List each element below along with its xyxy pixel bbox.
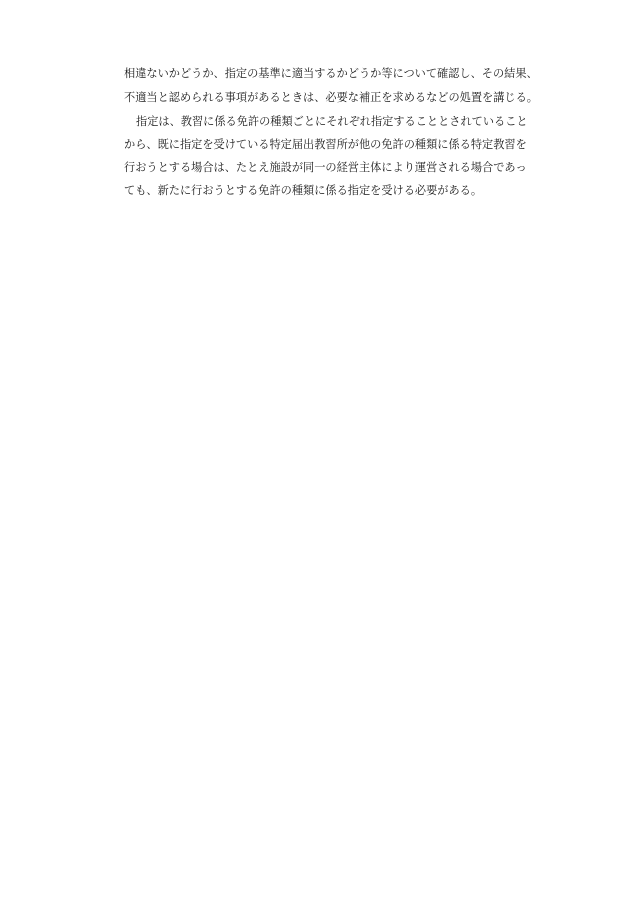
p1-line-2: 不適当と認められる事項があるときは、必要な補正を求めるなどの処置を講じる。	[124, 91, 538, 104]
p2-line-1: 指定は、教習に係る免許の種類ごとにそれぞれ指定することとされていること	[136, 115, 528, 128]
p2-line-2: から、既に指定を受けている特定届出教習所が他の免許の種類に係る特定教習を	[124, 138, 527, 151]
p2-line-4: ても、新たに行おうとする免許の種類に係る指定を受ける必要がある。	[124, 184, 483, 197]
p2-line-3: 行おうとする場合は、たとえ施設が同一の経営主体により運営される場合であっ	[124, 161, 527, 174]
p1-line-1: 相違ないかどうか、指定の基準に適当するかどうか等について確認し、その結果、	[124, 67, 538, 80]
